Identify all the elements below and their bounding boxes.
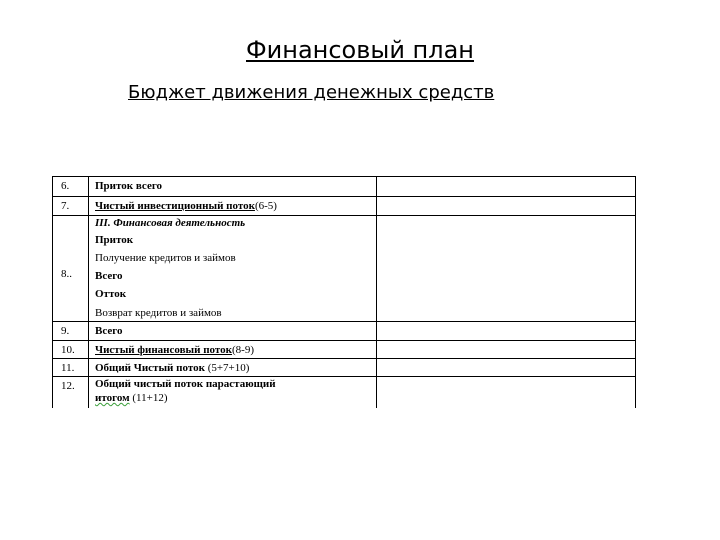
row-12-label-line1 (95, 378, 276, 390)
row-7-number: 7. (61, 200, 70, 212)
row-8-loans-received: Получение кредитов и займов (95, 252, 236, 264)
row-10-label-group (95, 344, 254, 356)
row-12-label-line2 (95, 392, 167, 404)
row-7-label-group (95, 200, 277, 212)
table-divider-label (376, 176, 377, 408)
row-12-label-part3: итогом (95, 392, 130, 404)
row-8-outflow-label: Отток (95, 288, 127, 300)
row-12-formula: (11+12) (132, 392, 168, 404)
row-11-label: Общий Чистый поток (95, 362, 205, 374)
row-separator (52, 196, 636, 197)
cash-flow-table (52, 176, 636, 408)
row-8-inflow-label: Приток (95, 234, 134, 246)
row-separator (52, 358, 636, 359)
row-9-number: 9. (61, 325, 70, 337)
row-separator (52, 215, 636, 216)
row-11-number: 11. (61, 362, 75, 374)
row-8-section-title: III. Финансовая деятельность (95, 217, 246, 229)
row-8-loans-repaid: Возврат кредитов и займов (95, 307, 222, 319)
row-7-label: Чистый инвестиционный поток (95, 200, 255, 212)
row-9-label: Всего (95, 325, 123, 337)
table-border-right (635, 176, 636, 408)
row-6-number: 6. (61, 180, 70, 192)
row-10-number: 10. (61, 344, 75, 356)
slide-title: Финансовый план (246, 36, 474, 64)
table-border-top (52, 176, 636, 177)
row-8-number: 8.. (61, 268, 72, 280)
row-10-label: Чистый финансовый поток (95, 344, 233, 356)
row-separator (52, 376, 636, 377)
row-10-formula: (8-9) (232, 344, 255, 356)
row-8-total-label: Всего (95, 270, 123, 282)
table-border-left (52, 176, 53, 408)
row-12-number: 12. (61, 380, 75, 392)
row-12-label-part2: парастающий (205, 378, 276, 390)
slide-subtitle: Бюджет движения денежных средств (128, 82, 495, 103)
row-separator (52, 321, 636, 322)
row-7-formula: (6-5) (254, 200, 277, 212)
table-divider-number (88, 176, 89, 408)
row-12-label-part1: Общий чистый поток (95, 378, 206, 390)
row-separator (52, 340, 636, 341)
row-11-label-group (95, 362, 249, 374)
row-6-label: Приток всего (95, 180, 163, 192)
row-11-formula: (5+7+10) (207, 362, 250, 374)
